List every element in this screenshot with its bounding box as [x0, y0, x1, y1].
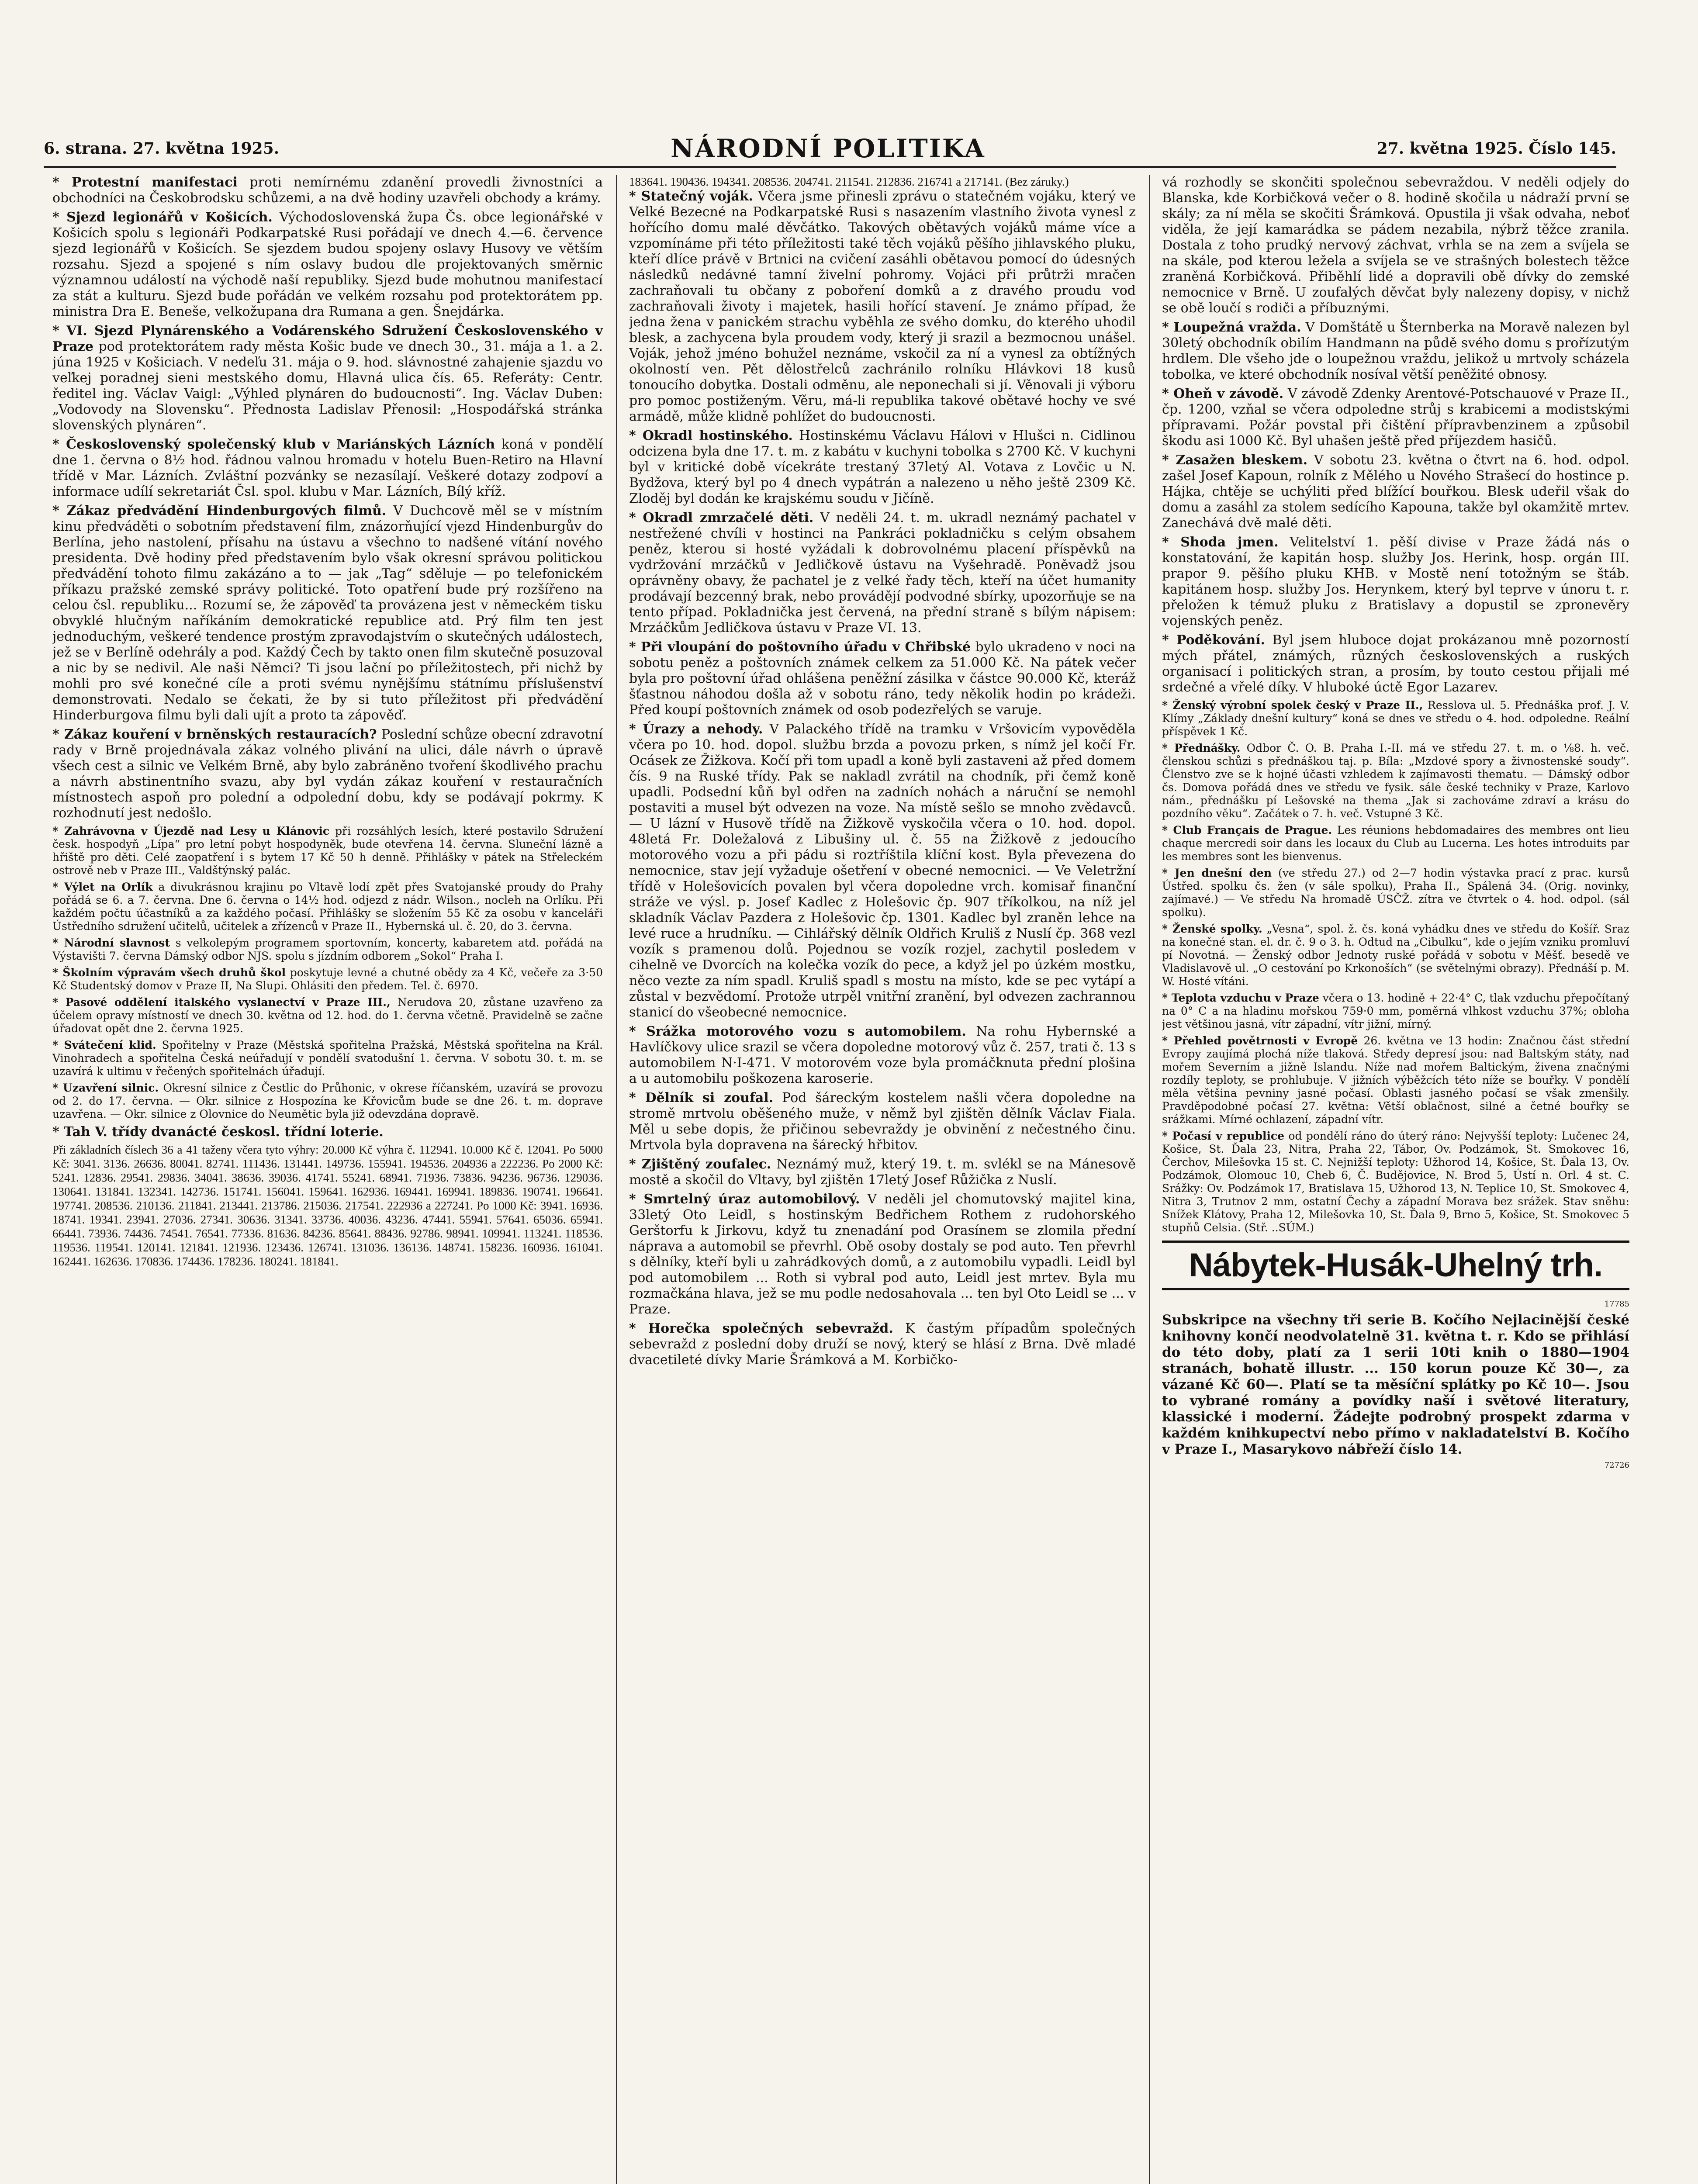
column-1	[52, 175, 603, 2184]
news-article	[52, 175, 603, 206]
page-number-date: 6. strana. 27. května 1925.	[44, 139, 280, 158]
masthead-title: NÁRODNÍ POLITIKA	[671, 134, 986, 163]
article-title: * Ženské spolky.	[1162, 923, 1262, 935]
article-body: V Domštátě u Šternberka na Moravě nalezen byl 30letý obchodník obilím Handmann na půdě svého domu s prořízutým hrdlem. Dle všeho jde o loupežnou vraždu, jelikož u mrtvoly scházela tobolka, ve které obchodník nosíval větší peněžité obnosy.	[1162, 320, 1629, 382]
news-article	[629, 722, 1136, 1020]
news-article	[1162, 742, 1629, 820]
article-title: * Shoda jmen.	[1162, 535, 1279, 550]
news-article	[629, 428, 1136, 507]
article-title: * Počasí v republice	[1162, 1130, 1284, 1142]
article-body: Nerudova 20, zůstane uzavřeno za účelem opravy místností ve dnech 30. května od 12. hod. do 1. června včetně. Pravidelně se začne úřadovat opět dne 2. června 1925.	[52, 996, 603, 1035]
news-article	[52, 996, 603, 1035]
article-body: Včera jsme přinesli zprávu o statečném vojáku, který ve Velké Bezecné na Podkarpatské Rusi s nasazením vlastního života vynesl z hořícího domu malé děvčátko. Takových obětavých vojáků máme více a vzpomínáme při této příležitosti také těch vojáků pěšího jihlavského pluku, kteří dlíce právě v Brtnici na cvičení zasáhli obětavou pomocí do údesných následků nedávné tamní živelní pohromy. Vojáci při průtrži mračen zachraňovali tu občany z poboření domků a z dravého proudu vod zachraňovali životy i majetek, hasili hořící stavení. Je známo případ, že jedna žena v panickém strachu vyběhla ze svého domku, do kterého uhodil blesk, a zachycena byla proudem vody, který ji srazil a bezmocnou unášel. Voják, jehož jméno bohužel neznáme, vskočil za ní a vynesl za obtížných okolností ven. Pět dělostřelců zachránilo rolníku Hlávkovi 18 kusů tonoucího dobytka. Dostali odměnu, ale neponechali si jí. Věnovali ji výboru pro pomoc postiženým. Věru, má-li republika takové obětavé hochy ve své armádě, může klidně pohlížet do budoucnosti.	[629, 189, 1136, 424]
column-divider	[616, 175, 617, 2184]
article-body: Velitelství 1. pěší divise v Praze žádá nás o konstatování, že kapitán hosp. služby Jos. Herink, hosp. orgán III. prapor 9. pěšího pluku KHB. v Mostě není totožným se štáb. kapitánem hosp. služby Jos. Herynkem, který byl teprve v únoru t. r. přeložen k témuž pluku z Bratislavy a dopustil se zpronevěry vojenských peněz.	[1162, 535, 1629, 629]
news-article	[1162, 923, 1629, 988]
article-title: * VI. Sjezd Plynárenského a Vodárenského Sdružení Československého v Praze	[52, 323, 603, 354]
article-body: Okresní silnice z Čestlic do Průhonic, v okrese říčanském, uzavírá se provozu od 2. do 17. června. — Okr. silnice z Hospozína ke Křovicům bude se dne 26. t. m. doprave uzavřena. — Okr. silnice z Olovnice do Neumětic byla již odevzdána dopravě.	[52, 1082, 603, 1120]
lottery-numbers-continued: 183641. 190436. 194341. 208536. 204741. 211541. 212836. 216741 a 217141. (Bez záruky.)	[629, 175, 1069, 188]
article-body: V Palackého třídě na tramku v Vršovicím vypověděla včera po 10. hod. dopol. službu brzda a povozu prken, s nímž jel kočí Fr. Ocásek ze Žižkova. Kočí při tom upadl a koně byli zastaveni až před domem čís. 9 na Ruské třídy. Pak se nakladl zvrátil na chodník, při čemž koně upadli. Podsední kůň byl odřen na zadních nohách a náruční se nemohl postaviti a musel být odvezen na voze. Na místě sešlo se mnoho zvědavců. — U lázní v Husově třídě na Žižkově vyskočila včera o 10. hod. dopol. 48letá Fr. Doležalová z Libušiny ul. č. 55 na Žižkově z jedoucího motorového vozu a při pádu si roztříštila klíční kost. Byla převezena do nemocnice, stav její vyžaduje ošetření v obecné nemocnici. — Ve Veletržní třídě v Holešovicích povalen byl včera dopoledne vrch. komisař finanční stráže ve výsl. p. Josef Kadlec z Holešovic čp. 907 tříkolkou, na níž jel skladník Václav Pazdera z Holešovic čp. 1301. Kadlec byl zraněn lehce na levé ruce a hrudníku. — Cihlářský dělník Oldřich Kruliš z Nuslí čp. 368 vezl vozík s pramenou dolů. Pojednou se vozík rozjel, zachytil posledem v cihelně ve Dvorcích na kolečka vozík do pece, a když jel po úzkém mostku, něco vezte za ním spadl. Kruliš spadl s mostu na místo, kde se pec vytápí a zůstal v bezvědomí. Protože utrpěl vnitřní zranění, byl odvezen zachrannou stanicí do všeobecné nemocnice.	[629, 722, 1136, 1020]
article-title: * Club Français de Prague.	[1162, 824, 1332, 836]
article-title: * Výlet na Orlík	[52, 881, 153, 893]
article-body: (ve středu 27.) od 2—7 hodin výstavka prací z prac. kursů Ústřed. spolku čs. žen (v sále spolku), Praha II., Spálená 34. (Orig. novinky, zajímavé.) — Ve středu Na hromadě ÚSČŽ. zítra ve čtvrtek o 4. hod. odpol. (sál spolku).	[1162, 867, 1629, 919]
news-article	[1162, 175, 1629, 316]
article-title: * Ženský výrobní spolek český v Praze II.,	[1162, 699, 1423, 712]
article-body: Odbor Č. O. B. Praha I.-II. má ve středu 27. t. m. o ⅛8. h. več. členskou schůzi s přednáškou taj. p. Bíla: „Mzdové spory a živnostenské soudy“. Členstvo zve se k hojné účasti vzhledem k zajímavosti thematu. — Dámský odbor čs. Domova pořádá dnes ve středu ve fysik. sále české techniky v Praze, Karlovo nám., přednášku pí Lešovské na thema „Jak si zachováme zdraví a krásu do pozdního věku“. Začátek o 7. h. več. Vstupné 3 Kč.	[1162, 742, 1629, 820]
article-body: koná v pondělí dne 1. června o 8½ hod. řádnou valnou hromadu v hotelu Buen-Retiro na Hlavní třídě v Mar. Lázních. Zvláštní pozvánky se nezasílají. Veškeré dotazy zodpoví a informace udílí sekretariát Čsl. spol. klubu v Mar. Lázních, Bílý kříž.	[52, 437, 603, 499]
news-article	[52, 437, 603, 500]
news-article	[629, 510, 1136, 636]
news-article	[629, 1024, 1136, 1087]
article-body: 26. května ve 13 hodin: Značnou část střední Evropy zaujímá plochá níže tlaková. Středy depresí jsou: nad Baltským státy, nad mořem Severním a jižně Islandu. Níže nad mořem Baltickým, živena značnými rozdíly teploty, se prohlubuje. V jižních výběžcích této níže se bouřky. V pondělí měla většina pevniny jasné počasí. Oblasti jasného počasí se však zmenšily. Pravděpodobné počasí 27. května: Větší oblačnost, silné a četné bouřky se srážkami. Mírné ochlazení, západní vítr.	[1162, 1034, 1629, 1126]
article-body: Hostinskému Václavu Hálovi v Hlušci n. Cidlinou odcizena byla dne 17. t. m. z kabátu v kuchyni tobolka s 2700 Kč. V kuchyni byl v kritické době vícekráte trestaný 37letý Al. Votava z Lovčic u N. Bydžova, který byl po 4 dnech vypátrán a nalezeno u něho ještě 2309 Kč. Zloděj byl dodán ke krajskému soudu v Jičíně.	[629, 428, 1136, 506]
news-article	[52, 1039, 603, 1078]
article-body: Byl jsem hluboce dojat prokázanou mně pozorností mých přátel, známých, různých československých a ruských organisací i politických stran, a prosím, by touto cestou přijali mé srdečné a vřelé díky. V hluboké úctě Egor Lazarev.	[1162, 632, 1629, 695]
article-body: Pod šáreckým kostelem našli včera dopoledne na stromě mrtvolu oběšeného muže, v němž byl zjištěn dělník Václav Fiala. Měl u sebe dopis, že přičinou sebevraždy je obvinění z nečestného činu. Mrtvola byla dopravena na šárecký hřbitov.	[629, 1090, 1136, 1153]
article-title: * Statečný voják.	[629, 189, 753, 204]
article-body: Na rohu Hybernské a Havlíčkovy ulice srazil se včera dopoledne motorový vůz č. 257, trati č. 13 s automobilem N·I-471. V motorovém voze byla promáčknuta přední plošina a u automobilu poškozena karoserie.	[629, 1024, 1136, 1086]
article-title: * Svátečení klid.	[52, 1039, 156, 1051]
article-title: * Zahrávovna v Újezdě nad Lesy u Klánovic	[52, 825, 329, 837]
article-body: K častým případům společných sebevražd z poslední doby druží se nový, který se hlásí z Brna. Dvě mladé dvacetileté dívky Marie Šrámková a M. Korbičko-	[629, 1321, 1136, 1368]
article-body: vá rozhodly se skončiti společnou sebevraždou. V neděli odjely do Blanska, kde Korbičková večer o 8. hodině skočila u nádraží první se skály; za ní měla se skočiti Šrámková. Opustila ji však odvaha, neboť viděla, že její kamarádka se pádem nezabila, nýbrž těžce zranila. Dostala z toho prudký nervový záchvat, vrhla se na zem a svíjela se na skále, pod kterou ležela a svíjela se ve strašných bolestech těžce zraněná Korbičková. Přiběhlí lidé a dopravili obě dívky do zemské nemocnice v Brně. U zoufalých děvčat byly nalezeny dopisy, v nichž se obě loučí s rodiči a příbuznými.	[1162, 175, 1629, 316]
column-divider	[1149, 175, 1150, 2184]
article-title: * Národní slavnost	[52, 936, 170, 949]
news-article	[629, 1192, 1136, 1317]
advertisement-code: 72726	[1604, 1461, 1629, 1470]
article-title: * Horečka společných sebevražd.	[629, 1321, 893, 1336]
article-body: Les réunions hebdomadaires des membres ont lieu chaque mercredi soir dans les locaux du Club au Lucerna. Les hotes introduits par les membres sont les bienvenus.	[1162, 824, 1629, 863]
article-title: * Přednášky.	[1162, 742, 1240, 754]
news-article	[52, 323, 603, 433]
news-article	[629, 189, 1136, 425]
article-body: pod protektorátem rady města Košic bude ve dnech 30., 31. mája a 1. a 2. júna 1925 v Košiciach. V nedeľu 31. mája o 9. hod. slávnostné zahajenie sjazdu vo veľkej poradnej sieni mestského domu, Hlavná ulica čís. 65. Referáty: Centr. ředitel ing. Václav Vaigl: „Výhled plynáren do budoucnosti“. Ing. Václav Duben: „Vodovody na Slovensku“. Přednosta Ladislav Přenosil: „Hospodářská stránka slovenských plynáren“.	[52, 339, 603, 433]
article-title: * Srážka motorového vozu s automobilem.	[629, 1024, 966, 1039]
article-title: * Zasažen bleskem.	[1162, 453, 1307, 468]
news-article	[629, 1321, 1136, 1368]
article-body: Neznámý muž, který 19. t. m. svlékl se na Mánesově mostě a skočil do Vltavy, byl zjištěn 17letý Josef Růžička z Nuslí.	[629, 1157, 1136, 1188]
news-article	[52, 881, 603, 933]
news-article	[1162, 1034, 1629, 1126]
news-article	[52, 210, 603, 320]
news-article	[52, 825, 603, 877]
article-body: proti nemírnému zdanění provedli živnostníci a obchodníci na Českobrodsku schůzemi, a na dvě hodiny uzavřeli obchody a krámy.	[52, 175, 603, 206]
article-body: poskytuje levné a chutné obědy za 4 Kč, večeře za 3·50 Kč Studentský domov v Praze II, Na Slupi. Ohlásiti den předem. Tel. č. 6970.	[52, 966, 603, 992]
page-header	[44, 131, 1616, 168]
column-2	[629, 175, 1136, 2184]
news-article	[1162, 699, 1629, 738]
article-title: * Oheň v závodě.	[1162, 386, 1283, 401]
article-body: V neděli jel chomutovský majitel kina, 33letý Oto Leidl, s hostinským Bedřichem Rothem z rudohorského Gerštorfu k Jirkovu, když tu znenadání pod Orasínem se zlomila přední náprava a automobil se převrhl. Obě osoby dostaly se pod auto. Ten převrhl s dělníky, kteří byli u zahrádkových domů, a z automobilu vypadli. Leidl byl pod automobilem ... Roth si vybral pod auto, Leidl jest mrtev. Byla mu rozmačkána hlava, jež se mu podle nedosahovala ... ten byl Oto Leidl se ... v Praze.	[629, 1192, 1136, 1317]
article-title: * Smrtelný úraz automobilový.	[629, 1192, 860, 1207]
article-title: * Úrazy a nehody.	[629, 722, 763, 737]
column-3	[1162, 175, 1629, 2184]
news-article	[1162, 632, 1629, 695]
lottery-numbers: Při základních číslech 36 a 41 taženy včera tyto výhry: 20.000 Kč výhra č. 112941. 10.000 Kč č. 12041. Po 5000 Kč: 3041. 3136. 26636. 80041. 82741. 111436. 131441. 149736. 155941. 194536. 204936 a 222236. Po 2000 Kč: 5241. 12836. 29541. 29836. 34041. 38636. 39036. 41741. 55241. 68941. 71936. 73836. 94236. 96736. 129036. 130641. 131841. 132341. 142736. 151741. 156041. 159641. 162936. 169441. 169941. 189836. 190741. 196641. 197741. 208536. 210136. 211841. 213441. 213786. 215036. 217541. 222936 a 227241. Po 1000 Kč: 3941. 16936. 18741. 19341. 23941. 27036. 27341. 30636. 31341. 33736. 40036. 43236. 47441. 55941. 57641. 65036. 65941. 66441. 73936. 74436. 74541. 76541. 77336. 81636. 84236. 85641. 88436. 92786. 98941. 109941. 113241. 118536. 119536. 119541. 120141. 121841. 121936. 123436. 126741. 131036. 136136. 148741. 158236. 160936. 161041. 162441. 162636. 170836. 174436. 178236. 180241. 181841.	[52, 1143, 603, 1268]
news-article	[1162, 867, 1629, 919]
article-body: od pondělí ráno do úterý ráno: Nejvyšší teploty: Lučenec 24, Košice, St. Ďala 23, Nitra, Praha 22, Tábor, Ov. Podzámok, St. Smokovec 16, Čerchov, Milešovka 15 st. C. Nejnižší teploty: Užhorod 14, Košice, St. Ďala 13, Ov. Podzámok, Olomouc 10, Cheb 6, Č. Budějovice, N. Brod 5, Ústí n. Orl. 4 st. C. Srážky: Ov. Podzámok 17, Bratislava 15, Užhorod 13, N. Teplice 10, St. Smokovec 4, Nitra 3, Trutnov 2 mm, ostatní Čechy a západní Morava bez srážek. Stav sněhu: Snížek Klátovy, Praha 12, Milešovka 10, St. Ďala 9, Brno 5, Košice, St. Smokovec 5 stupňů Celsia. (Stř. ..SÚM.)	[1162, 1130, 1629, 1234]
article-title: * Československý společenský klub v Mariánských Lázních	[52, 437, 495, 452]
news-article	[1162, 453, 1629, 531]
lottery-title: * Tah V. třídy dvanácté českosl. třídní loterie.	[52, 1124, 603, 1140]
column-1-articles	[52, 175, 603, 1121]
article-body: V neděli 24. t. m. ukradl neznámý pachatel v nestřežené chvíli v hostinci na Pankráci pokladničku s celým obsahem peněz, kterou si hosté vyžádali k dobrovolnému placení příspěvků na vydržování mrzáčků v Jedličkově ústavu na Vyšehradě. Poněvadž jsou oprávněny obavy, že pachatel je z velké řady těch, kteří na účet humanity prodávají bezcenný brak, nebo provádějí podvodné sbírky, upozorňuje se na tento případ. Pokladnička jest červená, na přední straně s bílým nápisem: Mrzáčkům Jedličkova ústavu v Praze VI. 13.	[629, 510, 1136, 636]
news-article	[1162, 386, 1629, 449]
news-article	[1162, 824, 1629, 863]
article-body: Poslední schůze obecní zdravotní rady v Brně projednávala zákaz volného plivání na ulici, dále návrh o úpravě všech cest a silnic ve Velkém Brně, aby bylo zabráněno tvoření škodlivého prachu a návrh abstinentního svazu, aby byl vydán zákaz kouření v restauračních místnostech aspoň pro polední a odpolední dobu, kdy se podávají pokrmy. K rozhodnutí jest nedošlo.	[52, 727, 603, 821]
advertisement-code: 17785	[1604, 1299, 1629, 1309]
news-article	[1162, 320, 1629, 383]
news-article	[52, 936, 603, 963]
news-article	[629, 1090, 1136, 1153]
advertisement-body: Subskripce na všechny tři serie B. Kočího Nejlacinější české knihovny končí neodvolatelně 31. května t. r. Kdo se přihlásí do této doby, platí za 1 serii 10ti knih o 1880—1904 stranách, bohatě illustr. ... 150 korun pouze Kč 30—, za vázané Kč 60—. Platí se ta měsíční splátky po Kč 10—. Jsou to vybrané romány a povídky naší i světové literatury, klassické i moderní. Žádejte podrobný prospekt zdarma v každém knihkupectví nebo přímo v nakladatelství B. Kočího v Praze I., Masarykovo nábřeží číslo 14.	[1162, 1312, 1629, 1457]
article-body: Resslova ul. 5. Přednáška prof. J. V. Klímy „Základy dnešní kultury“ koná se dnes ve středu o 4. hod. odpoledne. Reální příspěvek 1 Kč.	[1162, 699, 1629, 738]
news-article	[1162, 1130, 1629, 1234]
news-article	[52, 966, 603, 992]
article-body: V sobotu 23. května o čtvrt na 6. hod. odpol. zašel Josef Kapoun, rolník z Mělého u Nového Strašecí do hostince p. Hájka, chtěje se uchýliti před blížící bouřkou. Blesk udeřil však do domu a zasáhl za stolem sedícího Kapouna, takže byl okamžitě mrtev. Zanechává dvě malé děti.	[1162, 453, 1629, 531]
article-title: * Teplota vzduchu v Praze	[1162, 992, 1319, 1004]
article-body: při rozsáhlých lesích, které postavilo Sdružení česk. hospodyň „Lípa“ pro letní pobyt hospodyněk, bude otevřena 14. června. Sluneční lázně a hřiště pro děti. Celé zaopatření i s bytem 17 Kč 50 h denně. Přihlášky v pátek na Střeleckém ostrově neb v Praze III., Valdštýnský palác.	[52, 825, 603, 877]
news-article	[52, 503, 603, 723]
article-title: * Pasové oddělení italského vyslanectví v Praze III.,	[52, 996, 391, 1009]
column-3-articles	[1162, 175, 1629, 1234]
article-title: * Sjezd legionářů v Košicích.	[52, 210, 273, 225]
news-article	[1162, 535, 1629, 629]
advertisement-headline: Nábytek-Husák-Uhelný trh.	[1162, 1241, 1629, 1290]
article-title: * Přehled povětrnosti v Evropě	[1162, 1034, 1358, 1047]
article-title: * Uzavření silnic.	[52, 1082, 159, 1094]
article-title: * Okradl hostinského.	[629, 428, 793, 443]
article-body: Spořitelny v Praze (Městská spořitelna Pražská, Městská spořitelna na Král. Vinohradech a spořitelna Česká neúřadují v pondělí svatodušní 1. června. V sobotu 30. t. m. se uzavírá k ultimu v řečených spořitelnách úřadují.	[52, 1039, 603, 1078]
article-body: V závodě Zdenky Arentové-Potschauové v Praze II., čp. 1200, vzňal se včera odpoledne strůj s krabicemi a modistskými přípravami. Požár povstal při čištění přípravbenzinem a způsobil škodu asi 1000 Kč. Byl uhašen ještě před příjezdem hasičů.	[1162, 386, 1629, 449]
article-title: * Zákaz předvádění Hindenburgových filmů.	[52, 503, 386, 518]
article-title: * Loupežná vražda.	[1162, 320, 1301, 335]
article-body: bylo ukradeno v noci na sobotu peněz a poštovních známek celkem za 51.000 Kč. Na pátek večer byla pro poštovní úřad ohlášena peněžní zásilka v částce 90.000 Kč, kteráž šťastnou náhodou došla až v sobotu ráno, tedy několik hodin po krádeži. Před koupí poštovních známek od osob podezřelých se varuje.	[629, 639, 1136, 718]
article-title: * Dělník si zoufal.	[629, 1090, 773, 1106]
article-title: * Zjištěný zoufalec.	[629, 1157, 771, 1172]
article-title: * Okradl zmrzačelé děti.	[629, 510, 813, 525]
article-title: * Poděkování.	[1162, 632, 1265, 648]
date-issue-number: 27. května 1925. Číslo 145.	[1376, 139, 1616, 158]
article-body: a divukrásnou krajinu po Vltavě lodí zpět přes Svatojanské proudy do Prahy pořádá se 6. a 7. června. Dne 6. června o 14½ hod. odjezd z nádr. Wilson., nocleh na Orlíku. Při každém počtu účastníků a za každého počasí. Přihlášky se složením 55 Kč za osobu v kanceláři Ústředního sdružení učitelů, učitelek a zřízenců v Praze II., Hybernská ul. č. 20, do 3. června.	[52, 881, 603, 933]
news-article	[1162, 992, 1629, 1031]
news-article	[52, 727, 603, 821]
article-title: * Zákaz kouření v brněnských restauracích?	[52, 727, 377, 742]
article-body: „Vesna“, spol. ž. čs. koná vyhádku dnes ve středu do Košíř. Sraz na konečné stan. el. dr. č. 9 o 3. h. Odtud na „Cibulku“, kde o jejím vzniku promluví pí Novotná. — Ženský odbor Jednoty ruské pořádá v sobotu v Měšť. besedě ve Vladislavově ul. „O cestování po Krkonoších“ (se světelnými obrazy). Přednáší p. M. W. Hosté vítáni.	[1162, 923, 1629, 988]
article-title: * Při vloupání do poštovního úřadu v Chřibské	[629, 639, 971, 655]
news-article	[52, 1082, 603, 1121]
article-title: * Školním výpravám všech druhů škol	[52, 966, 286, 979]
article-title: * Protestní manifestaci	[52, 175, 238, 190]
news-article	[629, 1157, 1136, 1188]
article-body: včera o 13. hodině + 22·4° C, tlak vzduchu přepočítaný na 0° C a na hladinu mořskou 759·0 mm, poměrná vlhkost vzduchu 37%; obloha jest většinou jasná, vítr západní, vítr jižní, mírný.	[1162, 992, 1629, 1030]
article-body: s velkolepým programem sportovním, koncerty, kabaretem atd. pořádá na Výstavišti 7. června Dámský odbor NJS. spolu s jízdním odborem „Sokol“ Praha I.	[52, 936, 603, 962]
article-body: V Duchcově měl se v místním kinu předváděti o sobotním představení film, znázorňující vjezd Hindenburgův do Berlína, jeho nastolení, přísahu na ústavu a všechno to nadšené vítání nového presidenta. Dvě hodiny před představením bylo však okresní správou politickou předvádění tohoto filmu zakázáno a to — jak „Tag“ sděluje — po telefonickém příkazu pražské zemské správy politické. Toto opatření bude prý rozšířeno na celou čsl. republiku... Rozumí se, že zápověď ta provázena jest v německém tisku obvyklé hlučným naříkáním demokratické republice atd. Prý film ten jest jednoduchým, veškeré tendence prostým zpravodajstvím o skutečných událostech, jež se v Berlíně odehrály a pod. Každý Čech by takto onen film skutečně posuzoval a nic by se nedivil. Ale naši Němci? Ti jsou lační po příležitostech, při nichž by mohli pro své konečné cíle a proti svému nynějšímu státnímu příslušenství demonstrovati. Nedalo se čekati, že by si tuto příležitost při předvádění Hinderburgova filmu byli dali ujít a proto ta zápověď.	[52, 503, 603, 723]
news-article	[629, 639, 1136, 718]
column-2-articles	[629, 189, 1136, 1368]
article-body: Východoslovenská župa Čs. obce legionářské v Košicích spolu s legionáři Podkarpatské Rusi pořádají ve dnech 4.—6. července sjezd legionářů v Košicích. Se sjezdem budou spojeny oslavy Husovy ve větším rozsahu. Sjezd a spojené s ním oslavy budou dle projektovaných směrnic významnou událostí na východě naší republiky. Sjezd bude mohutnou manifestací za stát a kulturu. Sjezd bude pořádán ve velkém rozsahu pod protektorátem pp. ministra Dra E. Beneše, velkožupana dra Rumana a gen. Šnejdárka.	[52, 210, 603, 319]
article-title: * Jen dnešní den	[1162, 867, 1272, 879]
